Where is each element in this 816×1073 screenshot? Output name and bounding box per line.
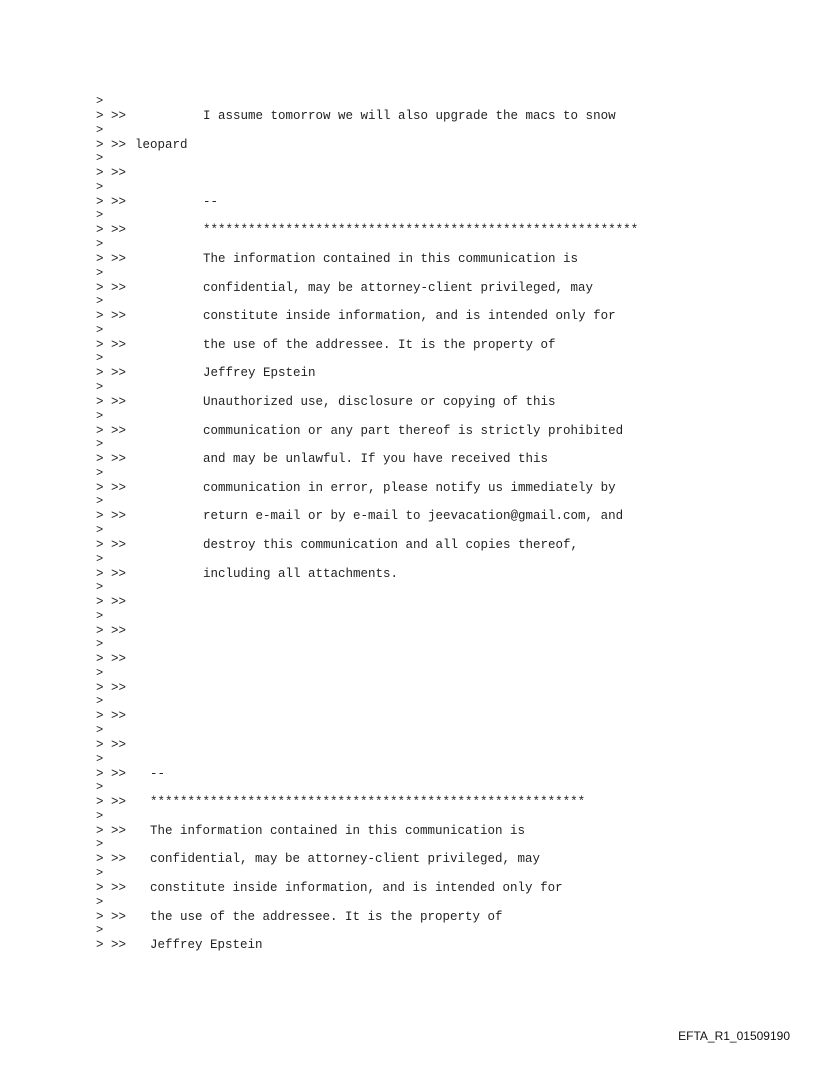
quote-marker: >	[96, 608, 104, 623]
nested-quote-marker: > >>	[96, 423, 127, 438]
quote-marker: >	[96, 351, 104, 366]
quoted-line-block	[96, 551, 776, 584]
line-text: I assume tomorrow we will also upgrade the macs to snow	[203, 109, 616, 123]
quote-marker: >	[96, 866, 104, 881]
quoted-line	[96, 878, 563, 898]
line-text	[150, 163, 203, 183]
quoted-line-block	[96, 122, 776, 155]
quoted-line-block	[96, 694, 776, 726]
quote-marker: >	[96, 580, 104, 595]
line-text	[150, 706, 203, 726]
nested-quote-marker: > >>	[96, 680, 127, 695]
nested-quote-marker: > >>	[96, 480, 127, 495]
quoted-line-block	[96, 723, 776, 755]
quoted-line	[96, 278, 593, 298]
line-text: confidential, may be attorney-client privileged, may	[203, 280, 594, 295]
quoted-line	[96, 249, 578, 269]
line-text: Unauthorized use, disclosure or copying of this	[203, 394, 556, 409]
nested-quote-marker: > >>	[96, 509, 127, 524]
quoted-line-block	[96, 408, 776, 441]
nested-quote-marker: > >>	[96, 938, 127, 953]
quoted-line	[96, 106, 616, 126]
nested-quote-marker: > >>	[96, 309, 127, 324]
quoted-line-block	[96, 866, 776, 898]
quote-marker: >	[96, 694, 104, 709]
quoted-line	[96, 621, 203, 641]
quoted-line	[96, 764, 165, 784]
quoted-line	[96, 849, 540, 869]
line-text	[150, 678, 203, 698]
nested-quote-marker: > >>	[96, 109, 127, 123]
quoted-line	[96, 449, 548, 469]
bates-number: EFTA_R1_01509190	[678, 1029, 790, 1043]
quoted-line-block	[96, 179, 776, 212]
nested-quote-marker: > >>	[96, 280, 127, 295]
quoted-line	[96, 535, 578, 555]
quote-marker: >	[96, 923, 104, 938]
quoted-line-block	[96, 522, 776, 555]
quoted-line	[96, 478, 616, 498]
quote-marker: >	[96, 465, 104, 480]
nested-quote-marker: > >>	[96, 709, 127, 724]
quoted-line-block	[96, 351, 776, 383]
line-text: The information contained in this communication is	[203, 251, 579, 266]
quoted-line	[96, 564, 398, 584]
quote-marker: >	[96, 637, 104, 652]
nested-quote-marker: > >>	[96, 595, 127, 610]
nested-quote-marker: > >>	[96, 194, 127, 209]
quote-marker: >	[96, 751, 104, 766]
line-text: return e-mail or by e-mail to jeevacation@gmail.com, and	[203, 509, 624, 524]
quote-marker: >	[96, 437, 104, 452]
quote-marker: >	[96, 665, 104, 680]
quote-marker: >	[96, 780, 104, 795]
quoted-line	[96, 506, 623, 526]
quote-marker: >	[96, 208, 104, 223]
quoted-line	[96, 706, 203, 726]
line-text: destroy this communication and all copies thereof,	[203, 537, 579, 552]
line-text: the use of the addressee. It is the property of	[203, 337, 556, 352]
quoted-line	[96, 935, 263, 955]
nested-quote-marker: > >>	[96, 852, 127, 867]
nested-quote-marker: > >>	[96, 881, 127, 896]
quoted-line-block	[96, 379, 776, 412]
quoted-line-block	[96, 808, 776, 841]
quoted-line-block	[96, 780, 776, 812]
line-text: --	[203, 194, 219, 209]
nested-quote-marker: > >>	[96, 137, 127, 152]
quote-marker: >	[96, 265, 104, 280]
line-text: communication or any part thereof is strictly prohibited	[203, 423, 624, 438]
line-text: **********************************************************	[203, 223, 639, 238]
line-text: Jeffrey Epstein	[203, 366, 316, 381]
quoted-line-block	[96, 94, 776, 126]
nested-quote-marker: > >>	[96, 795, 127, 810]
line-text: The information contained in this communication is	[150, 823, 526, 838]
nested-quote-marker: > >>	[96, 452, 127, 467]
quoted-line	[96, 421, 623, 441]
quoted-line-block	[96, 665, 776, 698]
quote-marker: >	[96, 408, 104, 423]
quoted-line-block	[96, 465, 776, 498]
quoted-line-block	[96, 208, 776, 240]
quote-marker: >	[96, 236, 104, 251]
quote-marker: >	[96, 808, 104, 823]
nested-quote-marker: > >>	[96, 823, 127, 838]
quoted-line	[96, 306, 616, 326]
quoted-line-block	[96, 151, 776, 183]
quoted-line	[96, 649, 203, 669]
quoted-line-block	[96, 894, 776, 927]
quoted-line	[96, 907, 503, 927]
quoted-line-block	[96, 322, 776, 355]
quoted-line	[96, 678, 203, 698]
quoted-line	[96, 163, 203, 183]
line-text: **********************************************************	[150, 795, 586, 810]
nested-quote-marker: > >>	[96, 537, 127, 552]
line-text: confidential, may be attorney-client privileged, may	[150, 852, 541, 867]
nested-quote-marker: > >>	[96, 337, 127, 352]
nested-quote-marker: > >>	[96, 623, 127, 638]
quoted-line	[96, 735, 203, 755]
quoted-line	[96, 592, 203, 612]
quote-marker: >	[96, 723, 104, 738]
quoted-line	[96, 821, 525, 841]
quote-marker: >	[96, 837, 104, 852]
quote-marker: >	[96, 179, 104, 194]
line-text: constitute inside information, and is intended only for	[203, 309, 616, 324]
nested-quote-marker: > >>	[96, 166, 127, 181]
nested-quote-marker: > >>	[96, 566, 127, 581]
quote-marker: >	[96, 294, 104, 309]
quote-marker: >	[96, 151, 104, 166]
nested-quote-marker: > >>	[96, 652, 127, 667]
quote-marker: >	[96, 94, 104, 108]
line-text: communication in error, please notify us immediately by	[203, 480, 616, 495]
nested-quote-marker: > >>	[96, 366, 127, 381]
email-quoted-body	[96, 94, 776, 955]
quoted-line	[96, 392, 556, 412]
quote-marker: >	[96, 551, 104, 566]
quoted-line	[96, 792, 585, 812]
nested-quote-marker: > >>	[96, 251, 127, 266]
line-text: the use of the addressee. It is the property of	[150, 909, 503, 924]
quoted-line	[96, 135, 188, 155]
nested-quote-marker: > >>	[96, 909, 127, 924]
quoted-line-block	[96, 294, 776, 326]
quoted-line-block	[96, 637, 776, 669]
quote-marker: >	[96, 379, 104, 394]
quoted-line	[96, 363, 316, 383]
nested-quote-marker: > >>	[96, 223, 127, 238]
nested-quote-marker: > >>	[96, 394, 127, 409]
quote-marker: >	[96, 894, 104, 909]
line-text: Jeffrey Epstein	[150, 938, 263, 953]
quoted-line-block	[96, 923, 776, 955]
line-text: constitute inside information, and is intended only for	[150, 881, 563, 896]
nested-quote-marker: > >>	[96, 766, 127, 781]
quoted-line-block	[96, 608, 776, 641]
quoted-line-block	[96, 265, 776, 298]
quoted-line	[96, 192, 218, 212]
quoted-line-block	[96, 580, 776, 612]
line-text	[150, 621, 203, 641]
quoted-line-block	[96, 837, 776, 869]
line-text	[150, 649, 203, 669]
quote-marker: >	[96, 122, 104, 137]
quoted-line-block	[96, 437, 776, 469]
line-text: leopard	[135, 137, 188, 152]
nested-quote-marker: > >>	[96, 738, 127, 753]
line-text: including all attachments.	[203, 566, 399, 581]
line-text	[150, 735, 203, 755]
line-text: and may be unlawful. If you have received this	[203, 452, 549, 467]
line-text: --	[150, 766, 166, 781]
quoted-line-block	[96, 236, 776, 269]
quote-marker: >	[96, 322, 104, 337]
quoted-line-block	[96, 751, 776, 784]
quote-marker: >	[96, 522, 104, 537]
quoted-line-block	[96, 494, 776, 526]
quote-marker: >	[96, 494, 104, 509]
line-text	[150, 592, 203, 612]
quoted-line	[96, 335, 556, 355]
quoted-line	[96, 220, 638, 240]
